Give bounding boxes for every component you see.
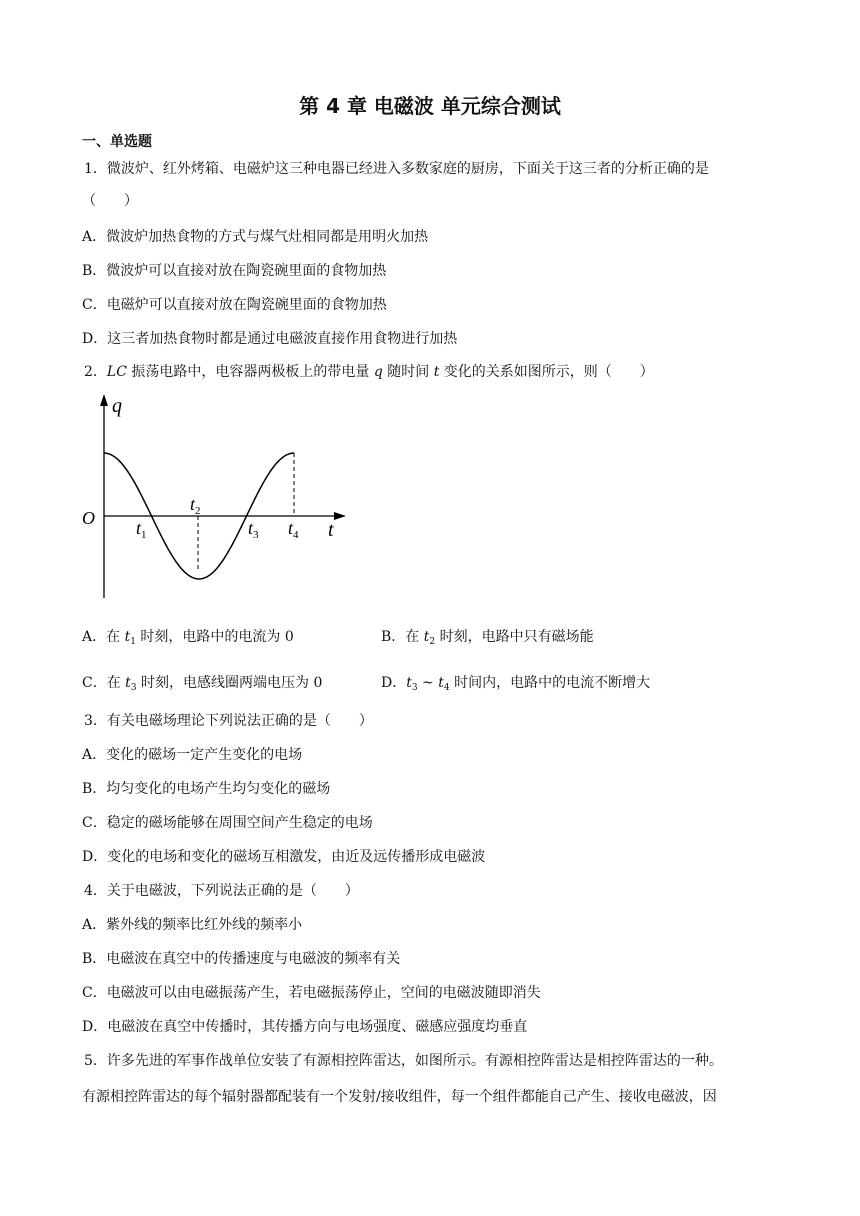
y-axis-arrow <box>100 394 108 406</box>
q1-stem: 1．微波炉、红外烤箱、电磁炉这三种电器已经进入多数家庭的厨房，下面关于这三者的分析正确的是 <box>84 161 709 177</box>
q5-line-2: 有源相控阵雷达的每个辐射器都配装有一个发射/接收组件，每一个组件都能自己产生、接收电磁波，因 <box>82 1089 717 1105</box>
q-t-graph <box>76 386 366 606</box>
q2-option-c-var: t <box>125 675 131 691</box>
q2-number: 2． <box>84 364 107 380</box>
q2-option-c-rest: 时刻，电感线圈两端电压为 0 <box>136 675 323 691</box>
q4-option-b: B．电磁波在真空中的传播速度与电磁波的频率有关 <box>82 951 401 967</box>
q1-option-b: B．微波炉可以直接对放在陶瓷碗里面的食物加热 <box>82 263 387 279</box>
q4-option-c: C．电磁波可以由电磁振荡产生，若电磁振荡停止，空间的电磁波随即消失 <box>82 985 541 1001</box>
q2-option-a-rest: 时刻，电路中的电流为 0 <box>135 629 294 645</box>
q2-option-b-var: t <box>423 629 430 645</box>
q3-stem: 3．有关电磁场理论下列说法正确的是（ ） <box>84 713 373 729</box>
q4-stem: 4．关于电磁波，下列说法正确的是（ ） <box>84 883 359 899</box>
q2-option-d-tilde: ~ <box>417 675 439 691</box>
q1-option-d: D．这三者加热食物时都是通过电磁波直接作用食物进行加热 <box>82 331 458 347</box>
q2-option-b-sub: 2 <box>429 637 436 647</box>
origin-label: O <box>82 508 95 528</box>
t4-label: $t_4$ <box>288 518 299 541</box>
x-axis-label: t <box>328 519 334 541</box>
q2-option-c-text: C．在 <box>82 675 126 691</box>
q2-option-c-sub: 3 <box>130 683 137 693</box>
q2-stem <box>84 361 654 381</box>
q3-option-b: B．均匀变化的电场产生均匀变化的磁场 <box>82 781 331 797</box>
q2-option-d-sub1: 3 <box>411 683 418 693</box>
q2-option-d <box>381 672 650 693</box>
q2-option-c <box>82 672 322 693</box>
q3-option-a: A．变化的磁场一定产生变化的电场 <box>82 747 303 763</box>
page-title: 第 4 章 电磁波 单元综合测试 <box>299 94 561 118</box>
q2-var-q: q <box>373 364 383 380</box>
q2-option-a-text: A．在 <box>82 629 125 645</box>
q1-option-a: A．微波炉加热食物的方式与煤气灶相同都是用明火加热 <box>82 229 429 245</box>
t3-label: $t_3$ <box>248 518 259 541</box>
q2-option-d-sub2: 4 <box>443 683 450 693</box>
q2-option-a-var: t <box>124 629 131 645</box>
q4-option-a: A．紫外线的频率比红外线的频率小 <box>82 917 303 933</box>
q4-option-d: D．电磁波在真空中传播时，其传播方向与电场强度、磁感应强度均垂直 <box>82 1019 528 1035</box>
q5-line-1: 5．许多先进的军事作战单位安装了有源相控阵雷达，如图所示。有源相控阵雷达是相控阵雷达的一种。 <box>84 1053 723 1069</box>
q2-option-d-text: D． <box>381 675 407 691</box>
q2-option-d-var2: t <box>438 675 444 691</box>
q2-option-d-var1: t <box>406 675 412 691</box>
x-axis-arrow <box>334 512 346 520</box>
q2-var-t: t <box>433 364 440 380</box>
q2-option-a-sub: 1 <box>130 637 136 647</box>
q2-stem-a: 振荡电路中，电容器两极板上的带电量 <box>126 364 374 380</box>
y-axis-label: q <box>112 395 122 417</box>
t2-label: $t_2$ <box>190 494 201 517</box>
q2-option-b-rest: 时刻，电路中只有磁场能 <box>435 629 594 645</box>
t1-label: $t_1$ <box>136 518 147 541</box>
q2-option-d-rest: 时间内，电路中的电流不断增大 <box>449 675 651 691</box>
section-heading: 一、单选题 <box>82 134 152 150</box>
q2-option-a <box>82 626 294 647</box>
q2-stem-b: 随时间 <box>382 364 434 380</box>
q1-option-c: C．电磁炉可以直接对放在陶瓷碗里面的食物加热 <box>82 297 387 313</box>
q2-option-b-text: B．在 <box>381 629 424 645</box>
q2-option-b <box>381 626 594 647</box>
q2-stem-c: 变化的关系如图所示，则（ ） <box>439 364 654 380</box>
q2-lc: LC <box>106 364 127 380</box>
q1-bracket: （ ） <box>82 193 138 209</box>
q3-option-c: C．稳定的磁场能够在周围空间产生稳定的电场 <box>82 815 373 831</box>
q3-option-d: D．变化的电场和变化的磁场互相激发，由近及远传播形成电磁波 <box>82 849 486 865</box>
